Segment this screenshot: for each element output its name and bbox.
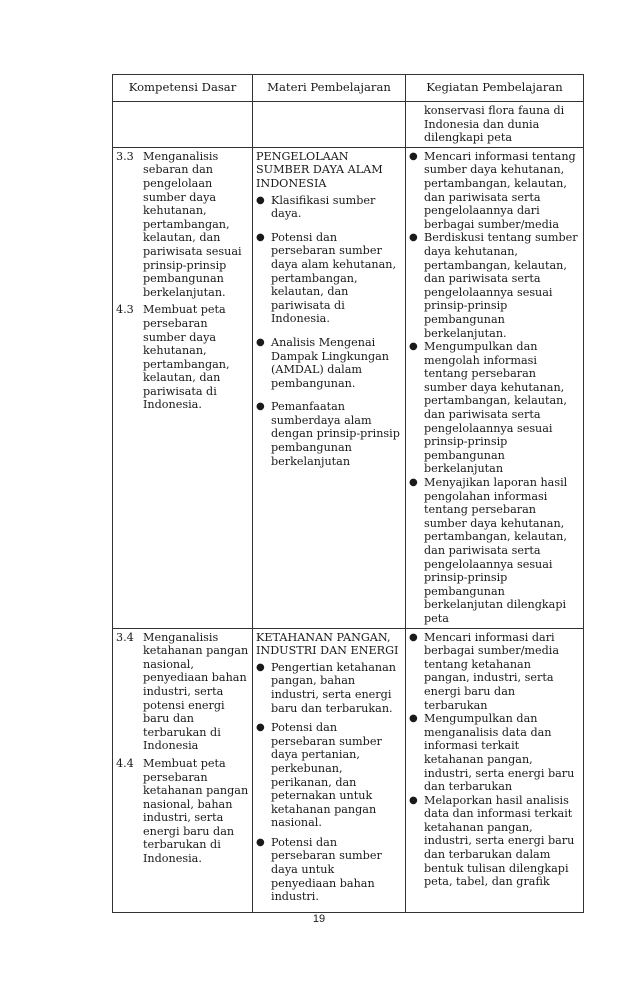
materi-text: Analisis Mengenai Dampak Lingkungan (AMDAL) dalam pembangunan. <box>271 335 390 390</box>
kd-item <box>116 757 249 866</box>
materi-text: Potensi dan persebaran sumber daya pertanian, perkebunan, perikanan, dan peternakan untuk ketahanan pangan nasional. <box>271 721 382 830</box>
header-materi-pembelajaran: Materi Pembelajaran <box>253 75 406 102</box>
bullet-icon: ● <box>256 836 265 848</box>
kegiatan-text: Mencari informasi dari berbagai sumber/media tentang ketahanan pangan, industri, serta energi baru dan terbarukan <box>424 630 560 712</box>
list-item <box>409 631 580 713</box>
cell-materi <box>253 147 406 628</box>
kd-number: 4.3 <box>116 303 134 317</box>
cell-empty <box>113 102 253 148</box>
bullet-icon: ● <box>409 713 418 725</box>
bullet-icon: ● <box>256 194 265 206</box>
bullet-icon: ● <box>256 661 265 673</box>
bullet-icon: ● <box>256 722 265 734</box>
kegiatan-text: Mengumpulkan dan mengolah informasi tentang persebaran sumber daya kehutanan, pertambangan, kelautan, dan pariwisata serta pengelolaannya sesuai prinsip-prinsip pembangunan berkelanjutan <box>424 340 567 476</box>
kd-item <box>116 303 249 412</box>
table-row <box>113 628 584 912</box>
kd-text: Menganalisis sebaran dan pengelolaan sumber daya kehutanan, pertambangan, kelautan, dan pariwisata sesuai prinsip-prinsip pembangunan berkelanjutan. <box>143 149 242 299</box>
materi-text: Pemanfaatan sumberdaya alam dengan prinsip-prinsip pembangunan berkelanjutan <box>271 400 400 468</box>
list-item <box>409 340 580 476</box>
header-kompetensi-dasar: Kompetensi Dasar <box>113 75 253 102</box>
cell-kegiatan-continuation <box>406 102 584 148</box>
bullet-icon: ● <box>256 336 265 348</box>
continuation-text: konservasi flora fauna di Indonesia dan dunia dilengkapi peta <box>424 104 565 145</box>
kd-number: 3.3 <box>116 149 134 163</box>
list-item <box>256 721 402 830</box>
cell-empty <box>253 102 406 148</box>
list-item <box>409 794 580 889</box>
list-item <box>256 336 402 390</box>
cell-materi <box>253 628 406 912</box>
materi-text: Klasifikasi sumber daya. <box>271 193 376 221</box>
bullet-icon: ● <box>409 150 418 162</box>
cell-kegiatan <box>406 628 584 912</box>
kegiatan-text: Berdiskusi tentang sumber daya kehutanan, pertambangan, kelautan, dan pariwisata serta pengelolaannya sesuai prinsip-prinsip pembangunan berkelanjutan. <box>424 231 578 340</box>
list-item <box>409 476 580 626</box>
header-kegiatan-pembelajaran: Kegiatan Pembelajaran <box>406 75 584 102</box>
kd-item <box>116 150 249 300</box>
table-row <box>113 147 584 628</box>
list-item <box>409 231 580 340</box>
list-item <box>256 661 402 715</box>
bullet-icon: ● <box>409 794 418 806</box>
materi-text: Potensi dan persebaran sumber daya untuk penyediaan bahan industri. <box>271 835 382 904</box>
list-item <box>256 400 402 468</box>
bullet-icon: ● <box>256 401 265 413</box>
list-item <box>256 231 402 326</box>
materi-title: PENGELOLAAN SUMBER DAYA ALAM INDONESIA <box>256 149 383 190</box>
materi-title: KETAHANAN PANGAN, INDUSTRI DAN ENERGI <box>256 630 399 658</box>
kd-number: 4.4 <box>116 756 134 770</box>
kegiatan-text: Menyajikan laporan hasil pengolahan informasi tentang persebaran sumber daya kehutanan, pertambangan, kelautan, dan pariwisata serta pengelolaannya sesuai prinsip-prinsip pembangunan berkelanjutan dilengkapi peta <box>424 476 568 625</box>
curriculum-table <box>112 74 584 913</box>
materi-text: Potensi dan persebaran sumber daya alam kehutanan, pertambangan, kelautan, dan pariwisata di Indonesia. <box>271 230 397 326</box>
cell-kompetensi-dasar <box>113 628 253 912</box>
bullet-icon: ● <box>409 631 418 643</box>
cell-kompetensi-dasar <box>113 147 253 628</box>
list-item <box>256 194 402 221</box>
table-row-continuation <box>113 102 584 148</box>
bullet-icon: ● <box>409 477 418 489</box>
list-item <box>409 712 580 794</box>
kd-number: 3.4 <box>116 630 134 644</box>
kd-text: Menganalisis ketahanan pangan nasional, penyediaan bahan industri, serta potensi energi baru dan terbarukan di Indonesia <box>143 630 249 753</box>
bullet-icon: ● <box>256 231 265 243</box>
bullet-icon: ● <box>409 232 418 244</box>
kd-item <box>116 631 249 753</box>
kegiatan-text: Melaporkan hasil analisis data dan informasi terkait ketahanan pangan, industri, serta energi baru dan terbarukan dalam bentuk tulisan dilengkapi peta, tabel, dan grafik <box>424 793 575 889</box>
bullet-icon: ● <box>409 341 418 353</box>
page-number: 19 <box>312 913 326 925</box>
kd-text: Membuat peta persebaran sumber daya kehutanan, pertambangan, kelautan, dan pariwisata di Indonesia. <box>143 303 230 412</box>
kd-text: Membuat peta persebaran ketahanan pangan nasional, bahan industri, serta energi baru dan terbarukan di Indonesia. <box>143 756 249 866</box>
materi-text: Pengertian ketahanan pangan, bahan industri, serta energi baru dan terbarukan. <box>271 660 397 715</box>
list-item <box>256 836 402 904</box>
kegiatan-text: Mengumpulkan dan menganalisis data dan informasi terkait ketahanan pangan, industri, serta energi baru dan terbarukan <box>424 712 575 794</box>
table-header-row <box>113 75 584 102</box>
kegiatan-text: Mencari informasi tentang sumber daya kehutanan, pertambangan, kelautan, dan pariwisata serta pengelolaannya dari berbagai sumber/media <box>424 149 576 231</box>
cell-kegiatan <box>406 147 584 628</box>
list-item <box>409 150 580 232</box>
